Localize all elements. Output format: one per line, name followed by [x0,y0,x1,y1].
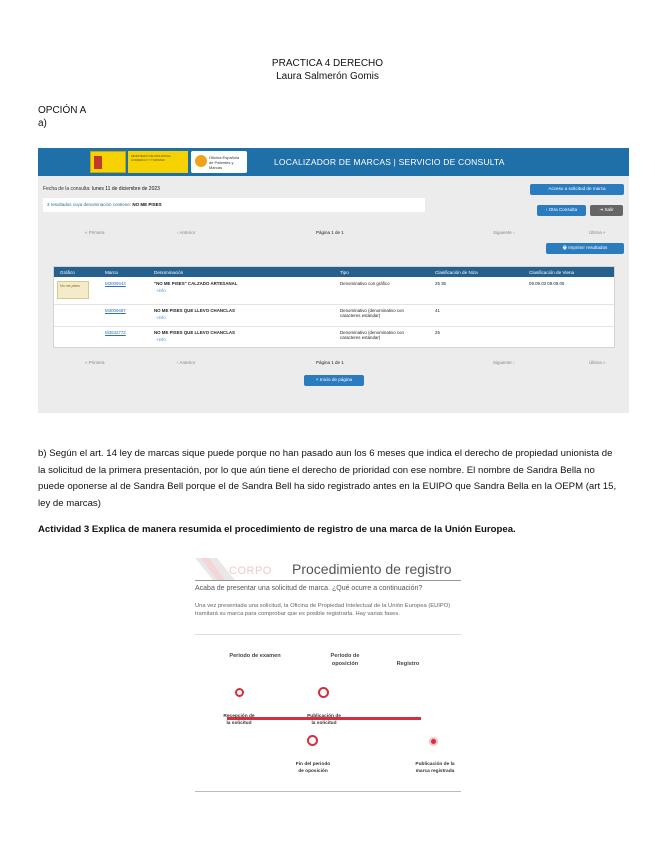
trademark-thumbnail[interactable]: No me pises [57,281,89,299]
table-row [54,280,614,302]
government-logo [90,151,126,173]
oepm-logo[interactable]: Oficina Española de Patentes y Marcas [191,151,247,173]
phase-registration: Registro [396,661,420,667]
more-info-link[interactable]: +info [156,337,166,342]
step-registered-label: Publicación de la marca registrada [415,762,455,774]
ministry-logo: MINISTERIO DE INDUSTRIA, COMERCIO Y TURISMO [128,151,188,173]
watermark-text: CORPO [229,565,272,577]
step-marker-publication [318,687,329,698]
option-heading: OPCIÓN A [38,105,87,116]
pager-next[interactable]: Siguiente › [493,230,515,235]
document-title-block [0,57,655,83]
step-marker-end-opposition [307,735,318,746]
document-author: Laura Salmerón Gomis [276,71,379,82]
vienna-classification: 09.09.03 09.09.05 [529,281,565,286]
pager-page: Página 1 de 1 [316,360,344,365]
trademark-locator-screenshot [38,148,629,413]
phase-examination: Periodo de examen [229,653,281,659]
procedure-question: Acaba de presentar una solicitud de marca. ¿Qué ocurre a continuación? [195,585,423,592]
trademark-name: NO ME PISES QUE LLEVO CHANCLAS [154,330,235,335]
col-niza: Clasificación de Niza [435,269,478,275]
activity-3-label: Actividad 3 [38,524,90,535]
pager-page: Página 1 de 1 [316,230,344,235]
results-search-term: NO ME PISES [132,202,162,207]
trademark-name: NO ME PISES QUE LLEVO CHANCLAS [154,308,235,313]
bottom-divider [195,791,461,792]
nice-classification: 25 35 [435,281,446,286]
more-info-link[interactable]: +info [156,315,166,320]
pagination-top [43,228,624,238]
activity-3-heading [38,523,516,536]
pager-prev[interactable]: ‹ Anterior [177,230,196,235]
section-divider [195,634,461,635]
step-end-opposition-label: Fin del periodo de oposición [295,762,331,774]
col-tipo: Tipo [340,269,349,275]
col-marca: Marca [105,269,118,275]
pagination-bottom [43,358,624,368]
pager-prev[interactable]: ‹ Anterior [177,360,196,365]
request-access-button[interactable]: Acceso a solicitud de marca [530,184,624,195]
nice-classification: 25 [435,330,440,335]
locator-header [38,148,629,176]
query-date-label: Fecha de la consulta: [43,186,91,192]
print-results-button[interactable]: 🖶 Imprimir resultados [546,243,624,254]
title-divider [195,580,461,581]
step-publication-label: Publicación de la solicitud [307,714,341,726]
results-table [53,266,615,348]
pager-next[interactable]: Siguiente › [493,360,515,365]
table-row [54,304,614,324]
table-header [54,267,614,277]
results-count-text: 3 resultados cuya denominación contiene: [47,202,132,207]
trademark-type: Denominativo (denominativo con caracteres estándar) [340,308,404,318]
col-grafico: Gráfico [60,269,75,275]
trademark-link[interactable]: M3632772 [105,330,126,335]
locator-title: LOCALIZADOR DE MARCAS | SERVICIO DE CONSULTA [274,157,505,167]
option-heading-block [38,104,86,130]
other-query-button[interactable]: ‹ Otra Consulta [537,205,586,216]
exit-button[interactable]: ⇥ Salir [590,205,623,216]
activity-3-text: Explica de manera resumida el procedimiento de registro de una marca de la Unión Europea. [89,524,516,535]
step-reception-label: Recepción de la solicitud [223,714,255,726]
more-info-link[interactable]: +info [156,288,166,293]
results-summary [43,198,425,212]
trademark-link[interactable]: M3009443 [105,281,126,286]
part-b-paragraph: b) Según el art. 14 ley de marcas sique puede porque no han pasado aun los 6 meses que indica el derecho de propiedad unionista de la solicitud de la primera presentación, por lo que aún tiene el derecho de prioridad con ese nombre. El nombre de Sandra Bella no puede oponerse al de Sandra Bell porque el de Sandra Bell ha sido registrado antes en la EUIPO que Sandra Bella en la OEPM (art 15, ley de marcas) [38,448,617,509]
query-date [43,186,160,192]
part-a-label: a) [38,118,47,129]
col-denominacion: Denominación [154,269,184,275]
pager-last[interactable]: Última » [589,360,606,365]
procedure-title: Procedimiento de registro [292,561,452,577]
trademark-type: Denominativo con gráfico [340,281,390,286]
step-marker-reception [235,688,244,697]
table-row [54,326,614,346]
procedure-paragraph: Una vez presentada una solicitud, la Oficina de Propiedad Intelectual de la Unión Europea (EUIPO) tramitará su marca para comprobar que es posible registrarla. Hay varias fases. [195,603,451,617]
pager-last[interactable]: Última » [589,230,606,235]
col-viena: Clasificación de Viena [529,269,575,275]
trademark-name: "NO ME PISES" CALZADO ARTESANAL [154,281,238,286]
step-marker-registered [429,737,438,746]
phase-opposition: Periodo de oposición [330,653,360,667]
trademark-type: Denominativo (denominativo con caracteres estándar) [340,330,404,340]
registration-procedure-screenshot [195,558,461,793]
pager-first[interactable]: « Primera [85,360,105,365]
query-date-value: lunes 11 de diciembre de 2023 [91,186,160,192]
pager-first[interactable]: « Primera [85,230,105,235]
nice-classification: 41 [435,308,440,313]
trademark-link[interactable]: M3009487 [105,308,126,313]
document-title: PRACTICA 4 DERECHO [271,58,384,69]
back-to-top-button[interactable]: ˄ Inicio de página [304,375,364,386]
